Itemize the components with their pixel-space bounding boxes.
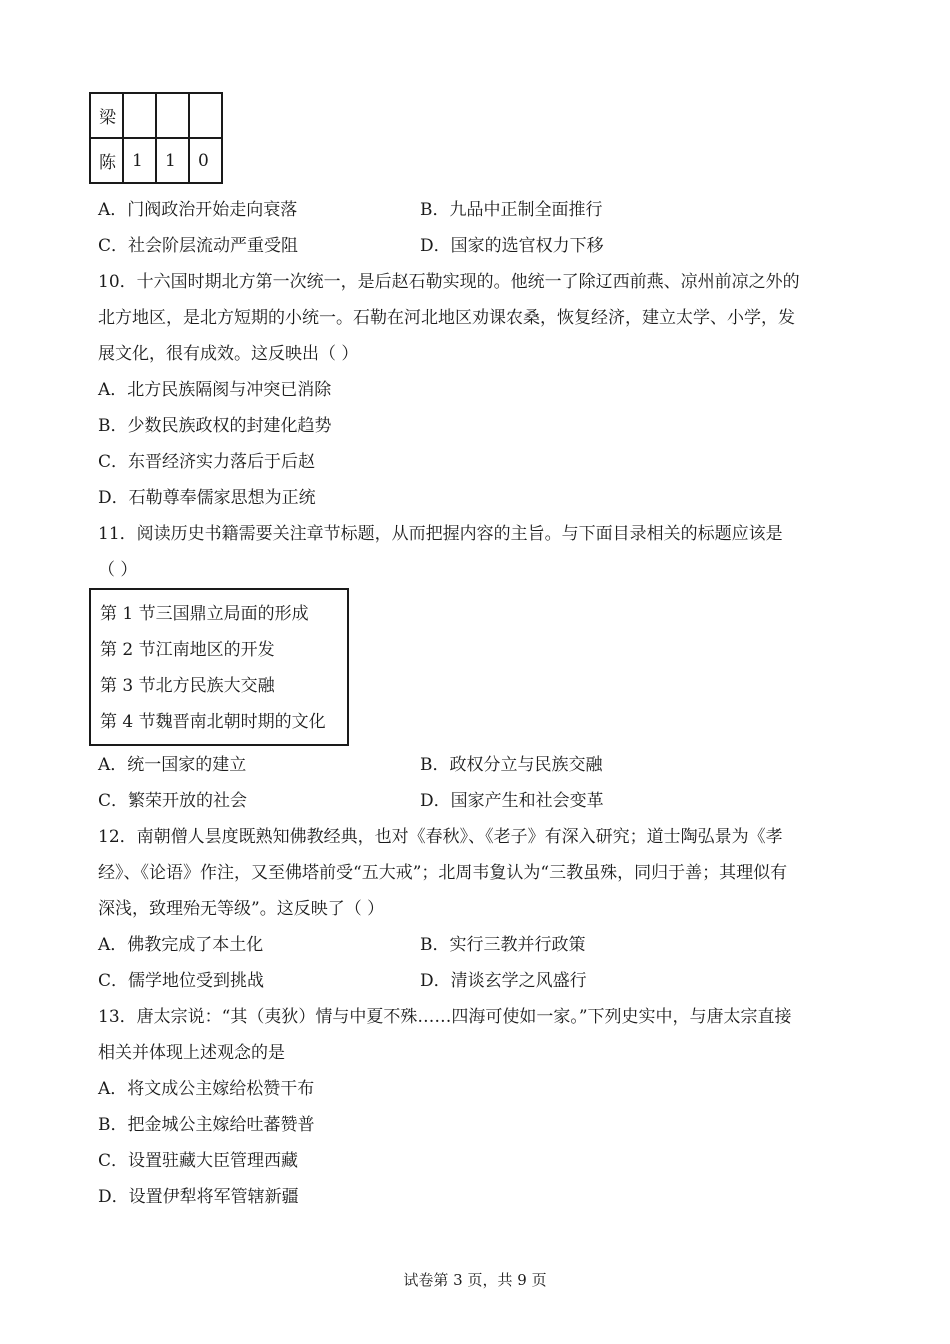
q12-option-b: B．实行三教并行政策 <box>420 935 586 955</box>
table-cell: 1 <box>123 138 156 183</box>
table-cell: 0 <box>189 138 222 183</box>
q12-option-d: D．清谈玄学之风盛行 <box>420 971 587 991</box>
q11-stem-line: 11．阅读历史书籍需要关注章节标题，从而把握内容的主旨。与下面目录相关的标题应该是 <box>98 524 783 544</box>
table-cell <box>123 93 156 138</box>
q11-stem-line: （ ） <box>98 560 138 580</box>
table-row <box>90 138 222 183</box>
q12-option-c: C．儒学地位受到挑战 <box>98 971 265 991</box>
q11-option-c: C．繁荣开放的社会 <box>98 791 248 811</box>
q9-option-b: B．九品中正制全面推行 <box>420 200 603 220</box>
q10-stem-line: 10．十六国时期北方第一次统一，是后赵石勒实现的。他统一了除辽西前燕、凉州前凉之外的 <box>98 272 800 292</box>
page-footer: 试卷第 3 页，共 9 页 <box>403 1271 547 1289</box>
q12-stem-line: 12．南朝僧人昙度既熟知佛教经典，也对《春秋》、《老子》有深入研究；道士陶弘景为《孝 <box>98 827 783 847</box>
q11-option-a: A．统一国家的建立 <box>98 755 247 775</box>
toc-item: 第 3 节北方民族大交融 <box>100 676 275 696</box>
q10-option-a: A．北方民族隔阂与冲突已消除 <box>98 380 332 400</box>
q13-option-a: A．将文成公主嫁给松赞干布 <box>98 1079 315 1099</box>
table-cell: 陈 <box>90 138 123 183</box>
q9-option-d: D．国家的选官权力下移 <box>420 236 604 256</box>
q9-option-c: C．社会阶层流动严重受阻 <box>98 236 299 256</box>
table-cell <box>156 93 189 138</box>
table-cell: 1 <box>156 138 189 183</box>
q10-stem-line: 展文化，很有成效。这反映出（ ） <box>98 344 359 364</box>
q9-option-a: A．门阀政治开始走向衰落 <box>98 200 298 220</box>
q9-table <box>89 92 223 184</box>
toc-item: 第 1 节三国鼎立局面的形成 <box>100 604 309 624</box>
q12-option-a: A．佛教完成了本土化 <box>98 935 264 955</box>
q11-table-of-contents <box>89 588 349 746</box>
q13-stem-line: 13．唐太宗说：“其（夷狄）情与中夏不殊……四海可使如一家。”下列史实中，与唐太宗直接 <box>98 1007 792 1027</box>
table-cell: 梁 <box>90 93 123 138</box>
table-cell <box>189 93 222 138</box>
q11-option-d: D．国家产生和社会变革 <box>420 791 604 811</box>
q12-stem-line: 深浅，致理殆无等级”。这反映了（ ） <box>98 899 385 919</box>
q10-stem-line: 北方地区，是北方短期的小统一。石勒在河北地区劝课农桑，恢复经济，建立太学、小学，发 <box>98 308 795 328</box>
q13-stem-line: 相关并体现上述观念的是 <box>98 1043 285 1063</box>
table-row <box>90 93 222 138</box>
toc-item: 第 2 节江南地区的开发 <box>100 640 275 660</box>
q13-option-b: B．把金城公主嫁给吐蕃赞普 <box>98 1115 315 1135</box>
q13-option-d: D．设置伊犁将军管辖新疆 <box>98 1187 299 1207</box>
toc-item: 第 4 节魏晋南北朝时期的文化 <box>100 712 326 732</box>
q11-option-b: B．政权分立与民族交融 <box>420 755 603 775</box>
q10-option-b: B．少数民族政权的封建化趋势 <box>98 416 332 436</box>
q10-option-d: D．石勒尊奉儒家思想为正统 <box>98 488 316 508</box>
q10-option-c: C．东晋经济实力落后于后赵 <box>98 452 316 472</box>
q13-option-c: C．设置驻藏大臣管理西藏 <box>98 1151 299 1171</box>
q12-stem-line: 经》、《论语》作注，又至佛塔前受“五大戒”；北周韦夐认为“三教虽殊，同归于善；其理似有 <box>98 863 788 883</box>
